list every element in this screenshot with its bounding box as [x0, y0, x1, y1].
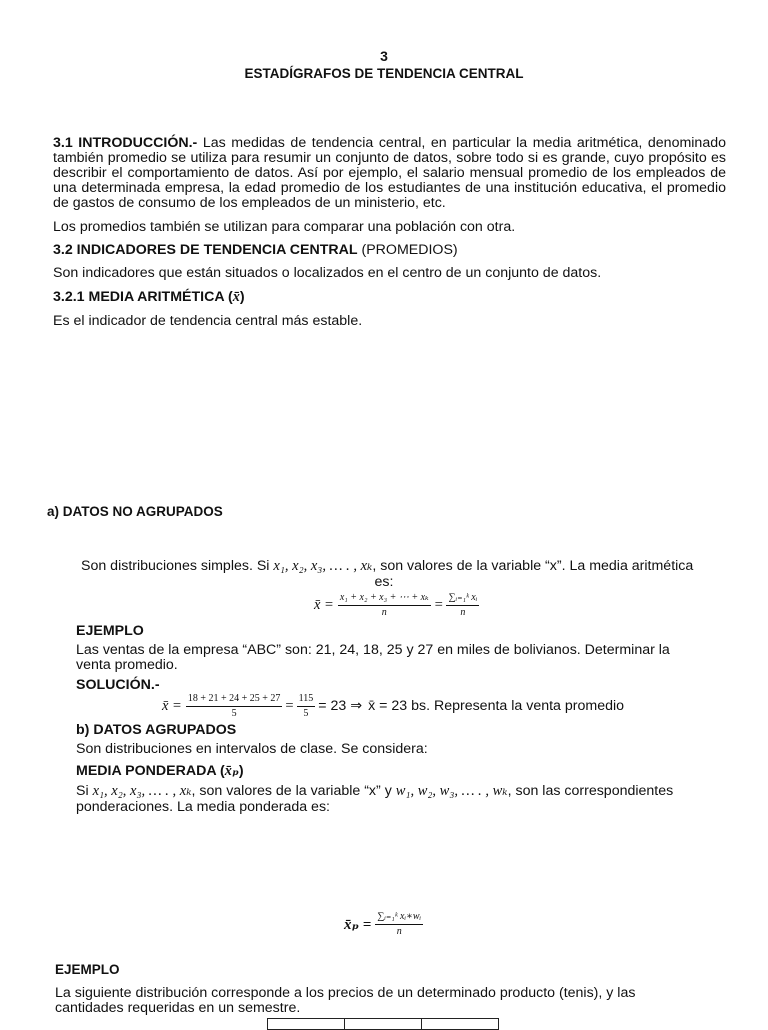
solucion-lhs: x̄ =	[162, 698, 182, 714]
table-cell	[345, 1019, 422, 1030]
indicators-heading-line	[53, 243, 458, 258]
no-agrupados-vars: x₁, x₂, x₃, … . , xₖ	[273, 558, 373, 574]
mean-formula-denominator-1: n	[381, 607, 387, 618]
solucion-numerator-1: 18 + 21 + 24 + 25 + 27	[186, 693, 283, 707]
prices-table	[267, 1018, 499, 1030]
table-row	[268, 1019, 499, 1030]
solucion-fraction-2	[297, 693, 316, 720]
ponderada-end: , son las correspondientes	[507, 783, 674, 799]
media-symbol: x̄	[232, 289, 240, 305]
solucion-denominator-2: 5	[303, 708, 309, 719]
solucion-equals-1: =	[285, 698, 294, 714]
chapter-number: 3	[380, 48, 388, 64]
chapter-title: ESTADÍGRAFOS DE TENDENCIA CENTRAL	[244, 66, 524, 81]
ejemplo-1-text: Las ventas de la empresa “ABC” son: 21, 24, 18, 25 y 27 en miles de bolivianos. Determinar la venta promedio.	[76, 642, 670, 673]
intro-body: Las medidas de tendencia central, en particular la media aritmética, denominado también promedio se utiliza para resumir un conjunto de datos, sobre todo si es grande, cuyo propósito es describir el comportamiento de datos. Así por ejemplo, el salario mensual promedio de los empleados de una determinada empresa, la edad promedio de los estudiantes de una institución educativa, el promedio de gastos de consumo de los empleados de un ministerio, etc.	[53, 135, 726, 211]
agrupados-body: Son distribuciones en intervalos de clase. Se considera:	[76, 741, 428, 757]
no-agrupados-heading: a) DATOS NO AGRUPADOS	[47, 504, 223, 519]
media-body: Es el indicador de tendencia central más estable.	[53, 313, 363, 329]
mean-formula-fraction-1	[338, 592, 431, 619]
ponderada-line-2: ponderaciones. La media ponderada es:	[76, 799, 330, 815]
no-agrupados-intro-end: , son valores de la variable “x”. La media aritmética	[372, 558, 694, 574]
ponderada-formula-lhs: x̄ₚ =	[344, 917, 372, 933]
solucion-formula	[162, 693, 624, 720]
agrupados-heading: b) DATOS AGRUPADOS	[76, 722, 237, 738]
solucion-numerator-2: 115	[297, 693, 316, 707]
media-heading-close: )	[239, 289, 245, 305]
mean-formula-lhs: x̄ =	[314, 597, 334, 613]
ponderada-vars-w: w₁, w₂, w₃, … . , wₖ	[395, 783, 508, 799]
solucion-label: SOLUCIÓN.-	[76, 677, 160, 693]
table-cell	[268, 1019, 345, 1030]
solucion-denominator-1: 5	[231, 708, 237, 719]
ponderada-heading-text: MEDIA PONDERADA (	[76, 763, 225, 779]
mean-formula-equals: =	[433, 597, 444, 613]
ponderada-vars-x: x₁, x₂, x₃, … . , xₖ	[92, 783, 192, 799]
mean-formula	[314, 592, 479, 619]
no-agrupados-intro	[81, 559, 693, 574]
mean-formula-numerator-2: ∑ᵢ₌₁ᵏ xᵢ	[446, 592, 479, 606]
ponderada-si: Si	[76, 783, 93, 799]
no-agrupados-intro-start: Son distribuciones simples. Si	[81, 558, 274, 574]
ponderada-formula-numerator: ∑ᵢ₌₁ᵏ xᵢ∗wᵢ	[375, 911, 423, 925]
ponderada-formula-fraction	[375, 911, 423, 938]
mean-formula-numerator-1: x₁ + x₂ + x₃ + ⋯ + xₖ	[338, 592, 431, 606]
ponderada-line-1	[76, 784, 673, 799]
mean-formula-fraction-2	[446, 592, 479, 619]
intro-heading: 3.1 INTRODUCCIÓN.-	[53, 135, 198, 151]
solucion-fraction-1	[186, 693, 283, 720]
ponderada-heading-close: )	[238, 763, 244, 779]
table-cell	[422, 1019, 499, 1030]
ejemplo-1-label: EJEMPLO	[76, 623, 144, 639]
media-heading	[53, 290, 245, 305]
ponderada-formula	[344, 911, 423, 938]
ponderada-symbol: x̄ₚ	[224, 763, 239, 779]
ponderada-formula-denominator: n	[396, 926, 402, 937]
ejemplo-2-text: La siguiente distribución corresponde a los precios de un determinado producto (tenis), y las cantidades requeridas en un semestre.	[55, 985, 636, 1016]
mean-formula-denominator-2: n	[460, 607, 466, 618]
ponderada-heading	[76, 764, 244, 779]
indicators-heading: 3.2 INDICADORES DE TENDENCIA CENTRAL	[53, 242, 358, 258]
solucion-result: x̄ = 23 bs. Representa la venta promedio	[368, 698, 625, 714]
intro-paragraph	[53, 136, 726, 211]
indicators-heading-suffix: (PROMEDIOS)	[357, 242, 458, 258]
no-agrupados-es: es:	[374, 574, 394, 590]
ejemplo-2-label: EJEMPLO	[55, 962, 120, 977]
indicators-body: Son indicadores que están situados o localizados en el centro de un conjunto de datos.	[53, 265, 602, 281]
media-heading-text: 3.2.1 MEDIA ARITMÉTICA (	[53, 289, 233, 305]
solucion-equals-2: = 23 ⇒	[318, 698, 363, 714]
intro-paragraph-2: Los promedios también se utilizan para comparar una población con otra.	[53, 219, 516, 235]
ponderada-mid: , son valores de la variable “x” y	[191, 783, 396, 799]
